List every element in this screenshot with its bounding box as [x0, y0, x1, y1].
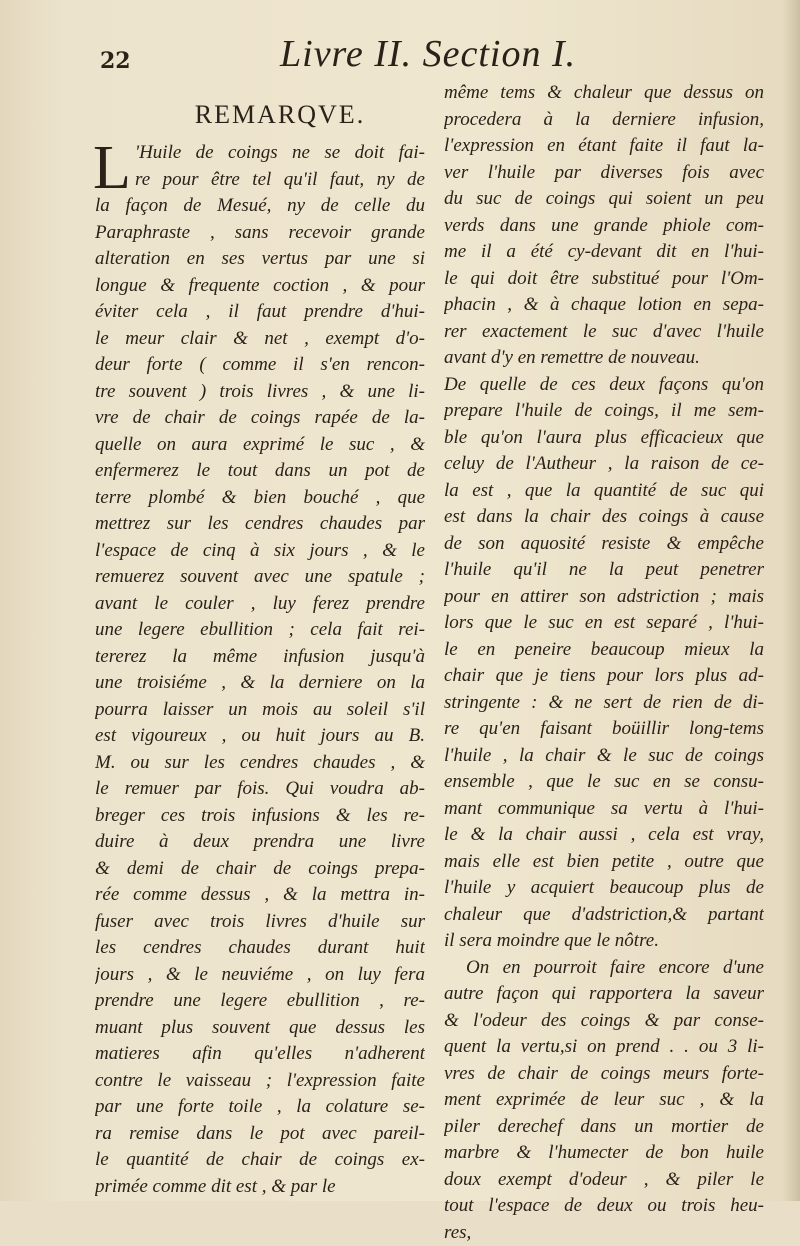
text-line: remuerez souvent avec une spatule ; [95, 564, 425, 591]
text-line: rer exactement le suc d'avec l'huile [444, 319, 764, 346]
text-line: prendre une legere ebullition , re- [95, 988, 425, 1015]
text-line: le qui doit être substitué pour l'Om- [444, 266, 764, 293]
text-line: éviter cela , il faut prendre d'hui- [95, 299, 425, 326]
text-line: est vigoureux , ou huit jours au B. [95, 723, 425, 750]
text-line: longue & frequente coction , & pour [95, 273, 425, 300]
text-line: matieres afin qu'elles n'adherent [95, 1041, 425, 1068]
drop-cap: L [93, 140, 131, 196]
text-line: par une forte toile , la colature se- [95, 1094, 425, 1121]
text-line: le en peneire beaucoup mieux la [444, 637, 764, 664]
text-line: le quantité de chair de coings ex- [95, 1147, 425, 1174]
text-line: pour en attirer son adstriction ; mais [444, 584, 764, 611]
text-line: procedera à la derniere infusion, [444, 107, 764, 134]
text-line: enfermerez le tout dans un pot de [95, 458, 425, 485]
text-line: deur forte ( comme il s'en rencon- [95, 352, 425, 379]
text-line: jours , & le neuviéme , on luy fera [95, 962, 425, 989]
text-line: res, [444, 1220, 764, 1246]
running-head: Livre II. Section I. [280, 32, 576, 76]
text-line: breger ces trois infusions & les re- [95, 803, 425, 830]
text-line: mais elle est bien petite , outre que [444, 849, 764, 876]
text-line: muant plus souvent que dessus les [95, 1015, 425, 1042]
text-line: & demi de chair de coings prepa- [95, 856, 425, 883]
text-line: piler derechef dans un mortier de [444, 1114, 764, 1141]
text-line: tout l'espace de deux ou trois heu- [444, 1193, 764, 1220]
text-line: 'Huile de coings ne se doit fai- [95, 140, 425, 167]
text-line: M. ou sur les cendres chaudes , & [95, 750, 425, 777]
page-edge-shadow [782, 0, 800, 1201]
text-line: doux exempt d'odeur , & piler le [444, 1167, 764, 1194]
text-line: du suc de coings qui soient un peu [444, 186, 764, 213]
text-line: la façon de Mesué, ny de celle du [95, 193, 425, 220]
right-column [444, 80, 764, 1246]
text-line: tre souvent ) trois livres , & une li- [95, 379, 425, 406]
text-line: avant le couler , luy ferez prendre [95, 591, 425, 618]
text-line: rée comme dessus , & la mettra in- [95, 882, 425, 909]
text-line: duire à deux prendra une livre [95, 829, 425, 856]
text-line: mettrez sur les cendres chaudes par [95, 511, 425, 538]
text-line: phacin , & à chaque lotion en sepa- [444, 292, 764, 319]
text-line: vre de chair de coings rapée de la- [95, 405, 425, 432]
text-line: celuy de l'Autheur , la raison de ce- [444, 451, 764, 478]
text-line: primée comme dit est , & par le [95, 1174, 425, 1201]
text-line: me il a été cy-devant dit en l'hui- [444, 239, 764, 266]
text-line: De quelle de ces deux façons qu'on [444, 372, 764, 399]
text-line: la est , que la quantité de suc qui [444, 478, 764, 505]
text-line: re qu'en faisant boüillir long-tems [444, 716, 764, 743]
text-line: autre façon qui rapportera la saveur [444, 981, 764, 1008]
text-line: ver l'huile par diverses fois avec [444, 160, 764, 187]
text-line: de son aquosité resiste & empêche [444, 531, 764, 558]
section-title: REMARQVE. [95, 100, 425, 130]
page-header [100, 28, 760, 88]
text-line: l'espace de cinq à six jours , & le [95, 538, 425, 565]
text-line: marbre & l'humecter de bon huile [444, 1140, 764, 1167]
text-line: même tems & chaleur que dessus on [444, 80, 764, 107]
text-line: ble qu'on l'aura plus efficacieux que [444, 425, 764, 452]
text-line: pourra laisser un mois au soleil s'il [95, 697, 425, 724]
text-line: Paraphraste , sans recevoir grande [95, 220, 425, 247]
text-line: lors que le suc en est separé , l'hui- [444, 610, 764, 637]
text-line: est dans la chair des coings à cause [444, 504, 764, 531]
right-column-text [444, 80, 764, 1246]
text-line: avant d'y en remettre de nouveau. [444, 345, 764, 372]
text-line: ensemble , que le suc en se consu- [444, 769, 764, 796]
text-line: prepare l'huile de coings, il me sem- [444, 398, 764, 425]
text-line: re pour être tel qu'il faut, ny de [95, 167, 425, 194]
text-line: les cendres chaudes durant huit [95, 935, 425, 962]
page-number: 22 [100, 48, 131, 74]
text-line: le meur clair & net , exempt d'o- [95, 326, 425, 353]
text-line: une troisiéme , & la derniere on la [95, 670, 425, 697]
text-line: mant communique sa vertu à l'hui- [444, 796, 764, 823]
text-line: chaleur que d'adstriction,& partant [444, 902, 764, 929]
text-line: tererez la même infusion jusqu'à [95, 644, 425, 671]
text-line: l'huile , la chair & le suc de coings [444, 743, 764, 770]
text-line: On en pourroit faire encore d'une [444, 955, 764, 982]
text-line: terre plombé & bien bouché , que [95, 485, 425, 512]
text-line: & l'odeur des coings & par conse- [444, 1008, 764, 1035]
text-line: vres de chair de coings meurs forte- [444, 1061, 764, 1088]
text-line: contre le vaisseau ; l'expression faite [95, 1068, 425, 1095]
left-column-text [95, 140, 425, 1200]
text-line: stringente : & ne sert de rien de di- [444, 690, 764, 717]
text-line: une legere ebullition ; cela fait rei- [95, 617, 425, 644]
text-line: le remuer par fois. Qui voudra ab- [95, 776, 425, 803]
text-line: verds dans une grande phiole com- [444, 213, 764, 240]
text-line: quent la vertu,si on prend . . ou 3 li- [444, 1034, 764, 1061]
text-line: ment exprimée de leur suc , & la [444, 1087, 764, 1114]
text-line: alteration en ses vertus par une si [95, 246, 425, 273]
text-line: l'expression en étant faite il faut la- [444, 133, 764, 160]
text-line: quelle on aura exprimé le suc , & [95, 432, 425, 459]
left-column [95, 100, 425, 1200]
text-line: l'huile y acquiert beaucoup plus de [444, 875, 764, 902]
text-line: le & la chair aussi , cela est vray, [444, 822, 764, 849]
text-line: il sera moindre que le nôtre. [444, 928, 764, 955]
text-line: ra remise dans le pot avec pareil- [95, 1121, 425, 1148]
text-line: chair que je tiens pour lors plus ad- [444, 663, 764, 690]
text-line: fuser avec trois livres d'huile sur [95, 909, 425, 936]
text-line: l'huile qu'il ne la peut penetrer [444, 557, 764, 584]
